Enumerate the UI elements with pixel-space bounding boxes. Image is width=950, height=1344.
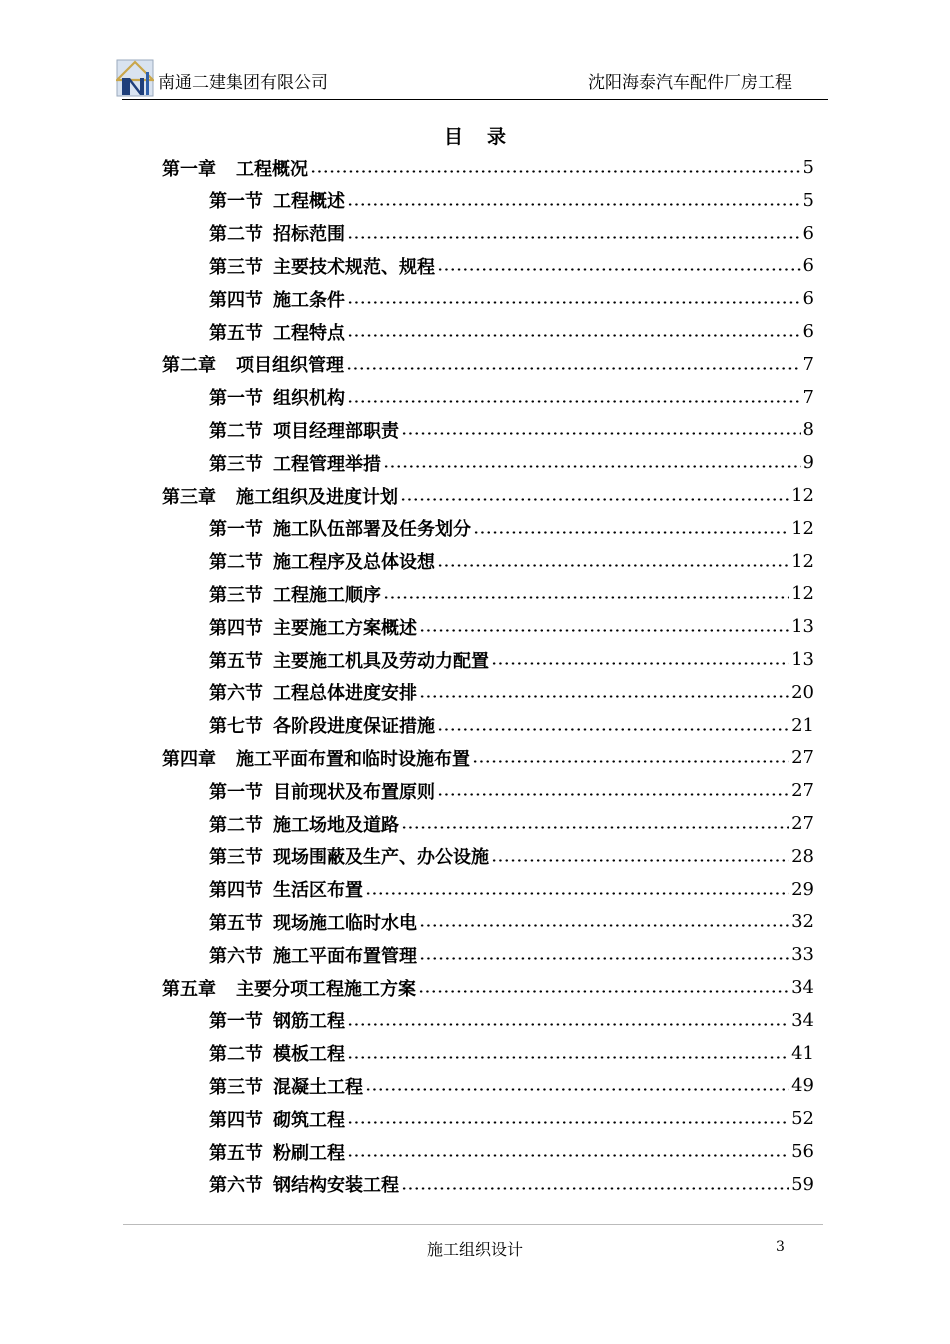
page-header (116, 58, 828, 102)
toc-entry-page: 6 (802, 255, 814, 277)
toc-section-entry[interactable] (209, 282, 814, 315)
toc-entry-title: 混凝土工程 (273, 1076, 363, 1098)
toc-entry-page: 32 (791, 911, 814, 933)
toc-entry-title: 目前现状及布置原则 (273, 781, 435, 803)
footer-title: 施工组织设计 (426, 1240, 523, 1259)
toc-dot-leader (400, 498, 789, 501)
toc-entry-number: 第二节 (209, 224, 263, 246)
toc-entry-title: 招标范围 (273, 224, 345, 246)
toc-entry-title: 钢结构安装工程 (273, 1175, 399, 1197)
toc-entry-page: 56 (791, 1141, 814, 1162)
toc-chapter-entry[interactable] (162, 348, 814, 381)
toc-section-entry[interactable] (209, 610, 814, 643)
toc-entry-page: 12 (791, 583, 814, 605)
toc-entry-title: 项目组织管理 (236, 355, 344, 377)
toc-section-entry[interactable] (209, 217, 814, 250)
toc-entry-title: 组织机构 (273, 388, 345, 410)
toc-entry-number: 第三节 (209, 1076, 263, 1098)
toc-entry-page: 6 (802, 321, 814, 342)
toc-entry-number: 第三章 (162, 486, 216, 508)
toc-chapter-entry[interactable] (162, 741, 814, 774)
toc-entry-number: 第三节 (209, 256, 263, 278)
toc-dot-leader (401, 432, 801, 435)
toc-entry-page: 12 (791, 485, 814, 506)
toc-dot-leader (437, 564, 789, 567)
toc-dot-leader (347, 1056, 789, 1059)
toc-entry-page: 8 (802, 419, 814, 441)
toc-section-entry[interactable] (209, 840, 814, 873)
toc-entry-title: 生活区布置 (273, 880, 363, 902)
toc-dot-leader (347, 1023, 789, 1026)
toc-entry-title: 工程总体进度安排 (273, 683, 417, 705)
toc-entry-title: 工程管理举措 (273, 453, 381, 475)
toc-entry-number: 第五节 (209, 912, 263, 934)
toc-entry-title: 施工程序及总体设想 (273, 552, 435, 574)
toc-dot-leader (347, 334, 801, 337)
toc-dot-leader (473, 531, 789, 534)
toc-entry-title: 施工条件 (273, 289, 345, 311)
toc-dot-leader (347, 301, 801, 304)
toc-entry-page: 5 (802, 157, 814, 178)
toc-entry-title: 主要施工方案概述 (273, 617, 417, 639)
toc-entry-number: 第一节 (209, 191, 263, 213)
toc-entry-title: 施工场地及道路 (273, 814, 399, 836)
toc-entry-page: 29 (791, 878, 814, 900)
toc-section-entry[interactable] (209, 774, 814, 807)
toc-dot-leader (346, 367, 801, 370)
toc-section-entry[interactable] (209, 1102, 814, 1135)
toc-entry-page: 12 (791, 517, 814, 539)
toc-entry-page: 13 (791, 616, 814, 638)
toc-entry-title: 施工平面布置和临时设施布置 (236, 748, 470, 770)
toc-entry-page: 41 (791, 1042, 814, 1064)
toc-entry-title: 施工队伍部署及任务划分 (273, 519, 471, 541)
toc-section-entry[interactable] (209, 807, 814, 840)
toc-entry-page: 9 (802, 452, 814, 474)
toc-entry-page: 21 (791, 714, 814, 736)
toc-entry-number: 第四节 (209, 617, 263, 639)
toc-entry-page: 6 (802, 288, 814, 310)
toc-section-entry[interactable] (209, 1168, 814, 1201)
toc-entry-number: 第一节 (209, 1011, 263, 1033)
toc-entry-number: 第一节 (209, 519, 263, 541)
toc-entry-title: 各阶段进度保证措施 (273, 716, 435, 738)
toc-entry-page: 5 (802, 189, 814, 211)
toc-section-entry[interactable] (209, 512, 814, 545)
toc-entry-title: 砌筑工程 (273, 1109, 345, 1131)
toc-entry-title: 现场施工临时水电 (273, 912, 417, 934)
toc-entry-number: 第一节 (209, 781, 263, 803)
toc-dot-leader (310, 170, 801, 173)
toc-dot-leader (419, 629, 789, 632)
toc-entry-number: 第五节 (209, 322, 263, 344)
toc-entry-page: 59 (791, 1173, 814, 1195)
toc-entry-number: 第一节 (209, 388, 263, 410)
toc-dot-leader (419, 957, 789, 960)
toc-entry-title: 主要施工机具及劳动力配置 (273, 650, 489, 672)
toc-entry-title: 工程特点 (273, 322, 345, 344)
toc-section-entry[interactable] (209, 1004, 814, 1037)
toc-entry-number: 第三节 (209, 584, 263, 606)
toc-entry-number: 第五章 (162, 978, 216, 1000)
toc-entry-page: 12 (791, 550, 814, 572)
toc-entry-title: 现场围蔽及生产、办公设施 (273, 847, 489, 869)
toc-dot-leader (419, 695, 789, 698)
toc-section-entry[interactable] (209, 1037, 814, 1070)
toc-dot-leader (365, 1088, 789, 1091)
toc-dot-leader (347, 400, 801, 403)
toc-entry-title: 施工组织及进度计划 (236, 486, 398, 508)
toc-chapter-entry[interactable] (162, 151, 814, 184)
toc-dot-leader (418, 990, 789, 993)
toc-dot-leader (437, 268, 801, 271)
toc-entry-number: 第三节 (209, 453, 263, 475)
company-logo-icon (116, 58, 154, 98)
company-name: 南通二建集团有限公司 (158, 73, 328, 93)
toc-entry-page: 27 (791, 813, 814, 834)
toc-dot-leader (401, 1187, 789, 1190)
toc-entry-number: 第二节 (209, 552, 263, 574)
toc-entry-number: 第四节 (209, 1109, 263, 1131)
toc-dot-leader (365, 892, 789, 895)
toc-section-entry[interactable] (209, 381, 814, 414)
toc-entry-title: 工程概况 (236, 158, 308, 180)
toc-entry-page: 13 (791, 649, 814, 670)
toc-entry-page: 52 (791, 1108, 814, 1130)
toc-dot-leader (383, 465, 801, 468)
toc-chapter-entry[interactable] (162, 479, 814, 512)
toc-section-entry[interactable] (209, 873, 814, 906)
toc-entry-page: 6 (802, 222, 814, 244)
toc-entry-page: 7 (802, 353, 814, 375)
toc-dot-leader (347, 236, 801, 239)
toc-entry-page: 7 (802, 386, 814, 408)
toc-dot-leader (437, 793, 789, 796)
toc-section-entry[interactable] (209, 905, 814, 938)
toc-entry-page: 34 (791, 1009, 814, 1031)
project-name: 沈阳海泰汽车配件厂房工程 (588, 73, 792, 93)
toc-entry-number: 第七节 (209, 716, 263, 738)
toc-section-entry[interactable] (209, 1069, 814, 1102)
toc-chapter-entry[interactable] (162, 971, 814, 1004)
toc-entry-title: 粉刷工程 (273, 1142, 345, 1164)
toc-entry-number: 第四节 (209, 880, 263, 902)
toc-entry-page: 20 (791, 681, 814, 703)
toc-section-entry[interactable] (209, 1135, 814, 1168)
toc-entry-number: 第二节 (209, 420, 263, 442)
toc-entry-title: 施工平面布置管理 (273, 945, 417, 967)
toc-section-entry[interactable] (209, 643, 814, 676)
toc-title: 目录 (443, 126, 530, 148)
toc-section-entry[interactable] (209, 577, 814, 610)
toc-dot-leader (347, 203, 801, 206)
toc-section-entry[interactable] (209, 938, 814, 971)
toc-entry-page: 28 (791, 845, 814, 867)
footer-page-number: 3 (776, 1239, 785, 1255)
toc-dot-leader (491, 859, 789, 862)
toc-dot-leader (347, 1154, 789, 1157)
toc-section-entry[interactable] (209, 315, 814, 348)
toc-dot-leader (401, 826, 789, 829)
toc-entry-number: 第四节 (209, 289, 263, 311)
toc-entry-page: 27 (791, 780, 814, 802)
toc-entry-page: 49 (791, 1075, 814, 1097)
toc-entry-page: 34 (791, 977, 814, 998)
toc-entry-number: 第二章 (162, 355, 216, 377)
toc-section-entry[interactable] (209, 413, 814, 446)
footer-divider (123, 1224, 823, 1225)
toc-entry-number: 第六节 (209, 945, 263, 967)
toc-entry-title: 工程概述 (273, 191, 345, 213)
toc-entry-number: 第五节 (209, 1142, 263, 1164)
toc-dot-leader (383, 596, 789, 599)
toc-entry-number: 第六节 (209, 683, 263, 705)
header-divider (122, 99, 828, 100)
toc-entry-title: 工程施工顺序 (273, 584, 381, 606)
toc-section-entry[interactable] (209, 249, 814, 282)
toc-entry-number: 第六节 (209, 1175, 263, 1197)
toc-entry-title: 主要分项工程施工方案 (236, 978, 416, 1000)
toc-dot-leader (437, 728, 789, 731)
toc-entry-page: 27 (791, 747, 814, 769)
toc-entry-title: 项目经理部职责 (273, 420, 399, 442)
toc-entry-number: 第一章 (162, 158, 216, 180)
toc-entry-number: 第二节 (209, 814, 263, 836)
toc-entry-number: 第五节 (209, 650, 263, 672)
toc-section-entry[interactable] (209, 446, 814, 479)
toc-entry-title: 钢筋工程 (273, 1011, 345, 1033)
toc-entry-number: 第三节 (209, 847, 263, 869)
toc-dot-leader (347, 1121, 789, 1124)
toc-entry-number: 第四章 (162, 748, 216, 770)
toc-entry-title: 模板工程 (273, 1044, 345, 1066)
toc-section-entry[interactable] (209, 709, 814, 742)
toc-section-entry[interactable] (209, 676, 814, 709)
toc-entry-title: 主要技术规范、规程 (273, 256, 435, 278)
toc-section-entry[interactable] (209, 184, 814, 217)
toc-section-entry[interactable] (209, 545, 814, 578)
toc-dot-leader (419, 924, 789, 927)
toc-entry-number: 第二节 (209, 1044, 263, 1066)
toc-dot-leader (472, 760, 789, 763)
toc-dot-leader (491, 662, 789, 665)
toc-entry-page: 33 (791, 944, 814, 966)
